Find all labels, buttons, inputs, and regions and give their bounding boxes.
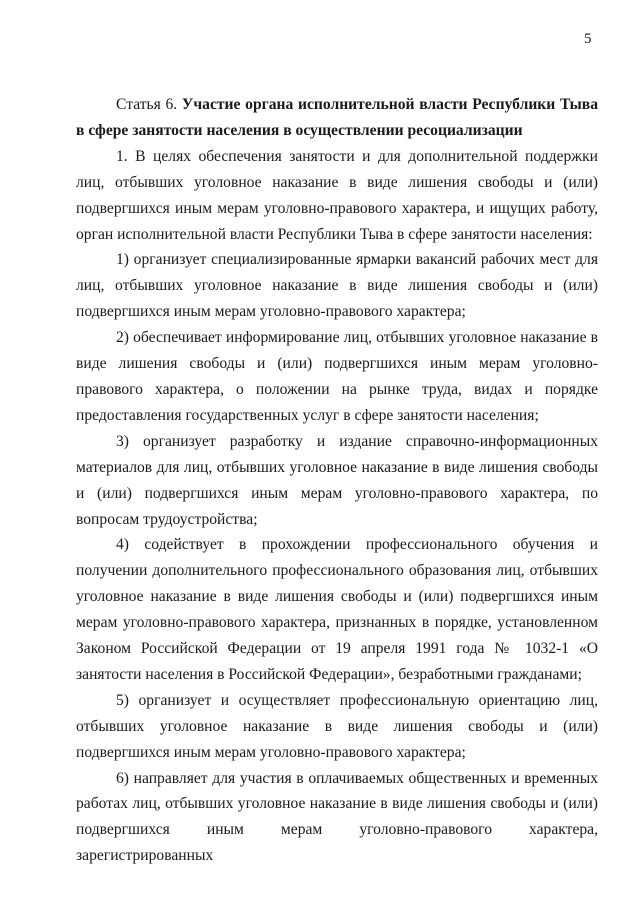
paragraph-item-6: 6) направляет для участия в оплачиваемых общественных и временных работах лиц, отбывших уголовное наказание в виде лишения свободы и (или) подвергшихся иным мерам уголовно-правового характера, зарегистрированных [76, 769, 598, 865]
paragraph-item-2: 2) обеспечивает информирование лиц, отбывших уголовное наказание в виде лишения свободы и (или) подвергшихся иным мерам уголовно-правового характера, о положении на рынке труда, видах и порядке предоставления государственных услуг в сфере занятости населения; [76, 329, 598, 424]
page-number: 5 [584, 31, 592, 47]
paragraph-item-5: 5) организует и осуществляет профессиональную ориентацию лиц, отбывших уголовное наказание в виде лишения свободы и (или) подвергшихся иным мерам уголовно-правового характера; [76, 691, 598, 761]
article-label: Статья 6. [116, 96, 178, 113]
article-title: Участие органа исполнительной власти Республики Тыва в сфере занятости населения в осуществлении ресоциализации [76, 96, 598, 139]
paragraph-item-4: 4) содействует в прохождении профессионального обучения и получении дополнительного профессионального образования лиц, отбывших уголовное наказание в виде лишения свободы и (или) подвергшихся иным мерам уголовно-правового характера, признанных в порядке, установленном Законом Российской Федерации от 19 апреля 1991 года № 1032-1 «О занятости населения в Российской Федерации», безработными гражданами; [76, 536, 598, 683]
paragraph-item-1: 1) организует специализированные ярмарки вакансий рабочих мест для лиц, отбывших уголовное наказание в виде лишения свободы и (или) подвергшихся иным мерам уголовно-правового характера; [76, 251, 598, 321]
paragraph-1: 1. В целях обеспечения занятости и для дополнительной поддержки лиц, отбывших уголовное наказание в виде лишения свободы и (или) подвергшихся иным мерам уголовно-правового характера, и ищущих работу, орган исполнительной власти Республики Тыва в сфере занятости населения: [76, 147, 598, 243]
article-heading [76, 92, 598, 144]
document-body [76, 92, 598, 869]
paragraph-item-3: 3) организует разработку и издание справочно-информационных материалов для лиц, отбывших уголовное наказание в виде лишения свободы и (или) подвергшихся иным мерам уголовно-правового характера, по вопросам трудоустройства; [76, 432, 598, 528]
